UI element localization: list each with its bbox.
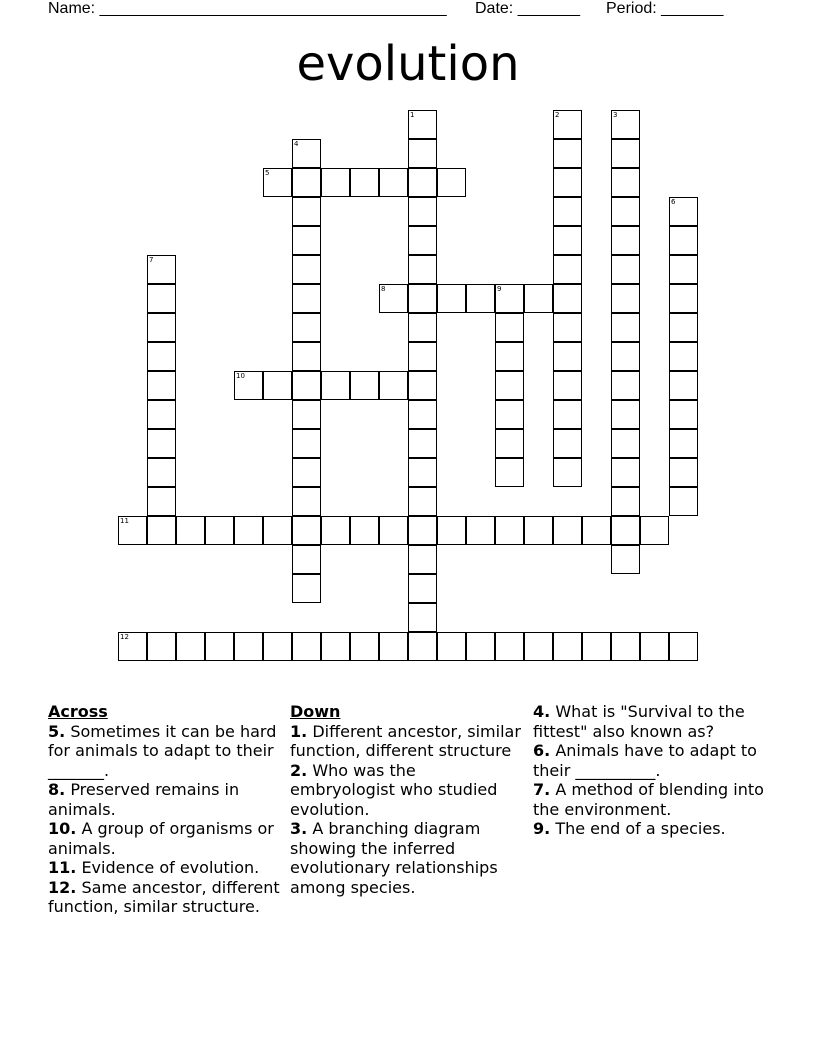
crossword-cell[interactable] <box>408 429 437 458</box>
crossword-cell[interactable] <box>321 371 350 400</box>
cell-clue-number: 3 <box>613 111 618 119</box>
crossword-cell[interactable] <box>379 632 408 661</box>
crossword-cell[interactable] <box>553 371 582 400</box>
clue-down-6: 6. Animals have to adapt to their __________. <box>533 741 757 780</box>
crossword-cell[interactable] <box>611 313 640 342</box>
crossword-cell[interactable] <box>379 168 408 197</box>
crossword-cell[interactable] <box>669 429 698 458</box>
crossword-cell[interactable] <box>176 632 205 661</box>
crossword-cell[interactable] <box>524 516 553 545</box>
crossword-cell[interactable] <box>466 632 495 661</box>
crossword-cell[interactable] <box>408 284 437 313</box>
crossword-cell[interactable] <box>553 284 582 313</box>
cell-clue-number: 2 <box>555 111 560 119</box>
clue-across-10: 10. A group of organisms or animals. <box>48 819 274 858</box>
crossword-cell[interactable] <box>495 632 524 661</box>
crossword-cell[interactable] <box>292 574 321 603</box>
across-clues-column <box>48 702 280 917</box>
crossword-cell[interactable] <box>292 255 321 284</box>
crossword-cell[interactable] <box>553 168 582 197</box>
crossword-cell[interactable] <box>263 516 292 545</box>
crossword-cell[interactable] <box>495 458 524 487</box>
crossword-cell[interactable] <box>669 313 698 342</box>
clue-down-2: 2. Who was the embryologist who studied evolution. <box>290 760 498 819</box>
crossword-cell[interactable] <box>611 371 640 400</box>
crossword-cell[interactable] <box>582 632 611 661</box>
crossword-cell[interactable] <box>553 226 582 255</box>
cell-clue-number: 10 <box>236 372 245 380</box>
crossword-cell[interactable] <box>408 487 437 516</box>
name-field-label: Name: _______________________________________ <box>48 0 447 17</box>
crossword-cell[interactable] <box>205 516 234 545</box>
crossword-cell[interactable] <box>234 516 263 545</box>
crossword-cell[interactable] <box>292 197 321 226</box>
crossword-cell[interactable] <box>611 226 640 255</box>
crossword-cell[interactable] <box>669 226 698 255</box>
crossword-cell[interactable] <box>147 255 176 284</box>
clue-down-9: 9. The end of a species. <box>533 819 726 838</box>
crossword-cell[interactable] <box>147 400 176 429</box>
crossword-cell[interactable] <box>466 516 495 545</box>
crossword-cell[interactable] <box>669 371 698 400</box>
crossword-cell[interactable] <box>350 371 379 400</box>
crossword-cell[interactable] <box>147 313 176 342</box>
cell-clue-number: 5 <box>265 169 270 177</box>
crossword-cell[interactable] <box>437 632 466 661</box>
crossword-cell[interactable] <box>669 197 698 226</box>
crossword-cell[interactable] <box>408 545 437 574</box>
crossword-cell[interactable] <box>553 632 582 661</box>
crossword-cell[interactable] <box>495 313 524 342</box>
crossword-cell[interactable] <box>553 400 582 429</box>
crossword-cell[interactable] <box>292 226 321 255</box>
crossword-cell[interactable] <box>611 284 640 313</box>
crossword-cell[interactable] <box>292 545 321 574</box>
crossword-cell[interactable] <box>292 458 321 487</box>
crossword-cell[interactable] <box>408 110 437 139</box>
crossword-cell[interactable] <box>495 400 524 429</box>
crossword-cell[interactable] <box>292 342 321 371</box>
crossword-cell[interactable] <box>408 603 437 632</box>
date-field-label: Date: _______ <box>475 0 580 17</box>
crossword-cell[interactable] <box>147 516 176 545</box>
crossword-cell[interactable] <box>292 284 321 313</box>
crossword-cell[interactable] <box>408 255 437 284</box>
clue-down-1: 1. Different ancestor, similar function, different structure <box>290 721 521 760</box>
crossword-cell[interactable] <box>408 516 437 545</box>
crossword-cell[interactable] <box>147 342 176 371</box>
crossword-cell[interactable] <box>292 313 321 342</box>
crossword-cell[interactable] <box>408 458 437 487</box>
crossword-cell[interactable] <box>234 371 263 400</box>
crossword-cell[interactable] <box>669 487 698 516</box>
crossword-cell[interactable] <box>147 458 176 487</box>
crossword-cell[interactable] <box>611 400 640 429</box>
crossword-cell[interactable] <box>292 400 321 429</box>
crossword-cell[interactable] <box>408 197 437 226</box>
crossword-cell[interactable] <box>553 516 582 545</box>
crossword-cell[interactable] <box>495 429 524 458</box>
clue-across-11: 11. Evidence of evolution. <box>48 858 260 877</box>
crossword-cell[interactable] <box>350 168 379 197</box>
clue-across-5: 5. Sometimes it can be hard for animals to adapt to their _______. <box>48 721 277 780</box>
crossword-cell[interactable] <box>553 313 582 342</box>
crossword-cell[interactable] <box>408 371 437 400</box>
down-clues-column <box>290 702 525 897</box>
clue-down-3: 3. A branching diagram showing the inferred evolutionary relationships among species. <box>290 819 498 897</box>
crossword-cell[interactable] <box>118 516 147 545</box>
crossword-cell[interactable] <box>321 632 350 661</box>
crossword-cell[interactable] <box>553 255 582 284</box>
crossword-cell[interactable] <box>205 632 234 661</box>
crossword-cell[interactable] <box>669 632 698 661</box>
crossword-cell[interactable] <box>611 632 640 661</box>
crossword-cell[interactable] <box>582 516 611 545</box>
clue-across-8: 8. Preserved remains in animals. <box>48 780 240 819</box>
clue-down-4: 4. What is "Survival to the fittest" also known as? <box>533 702 745 741</box>
crossword-cell[interactable] <box>611 516 640 545</box>
crossword-cell[interactable] <box>263 632 292 661</box>
crossword-cell[interactable] <box>292 168 321 197</box>
crossword-cell[interactable] <box>611 110 640 139</box>
crossword-cell[interactable] <box>408 226 437 255</box>
crossword-cell[interactable] <box>408 168 437 197</box>
crossword-cell[interactable] <box>408 574 437 603</box>
crossword-cell[interactable] <box>669 284 698 313</box>
cell-clue-number: 1 <box>410 111 415 119</box>
crossword-cell[interactable] <box>292 139 321 168</box>
crossword-cell[interactable] <box>553 197 582 226</box>
crossword-cell[interactable] <box>379 284 408 313</box>
cell-clue-number: 8 <box>381 285 386 293</box>
crossword-cell[interactable] <box>553 110 582 139</box>
crossword-cell[interactable] <box>350 516 379 545</box>
crossword-cell[interactable] <box>408 632 437 661</box>
crossword-cell[interactable] <box>669 342 698 371</box>
crossword-cell[interactable] <box>408 313 437 342</box>
period-field-label: Period: _______ <box>606 0 724 17</box>
crossword-cell[interactable] <box>524 284 553 313</box>
crossword-cell[interactable] <box>553 139 582 168</box>
crossword-cell[interactable] <box>640 632 669 661</box>
crossword-cell[interactable] <box>611 487 640 516</box>
cell-clue-number: 4 <box>294 140 299 148</box>
crossword-cell[interactable] <box>495 371 524 400</box>
crossword-cell[interactable] <box>611 458 640 487</box>
crossword-cell[interactable] <box>379 516 408 545</box>
crossword-cell[interactable] <box>292 371 321 400</box>
crossword-cell[interactable] <box>147 632 176 661</box>
crossword-cell[interactable] <box>495 516 524 545</box>
crossword-cell[interactable] <box>147 371 176 400</box>
crossword-cell[interactable] <box>408 342 437 371</box>
cell-clue-number: 11 <box>120 517 129 525</box>
crossword-cell[interactable] <box>437 168 466 197</box>
crossword-cell[interactable] <box>321 516 350 545</box>
crossword-cell[interactable] <box>147 487 176 516</box>
crossword-cell[interactable] <box>147 284 176 313</box>
crossword-cell[interactable] <box>263 371 292 400</box>
crossword-cell[interactable] <box>669 255 698 284</box>
crossword-cell[interactable] <box>147 429 176 458</box>
crossword-cell[interactable] <box>466 284 495 313</box>
down-clues-column-continued <box>533 702 773 839</box>
crossword-cell[interactable] <box>640 516 669 545</box>
crossword-cell[interactable] <box>553 458 582 487</box>
crossword-cell[interactable] <box>292 516 321 545</box>
crossword-cell[interactable] <box>553 342 582 371</box>
puzzle-title: evolution <box>296 36 520 92</box>
crossword-cell[interactable] <box>611 429 640 458</box>
crossword-cell[interactable] <box>495 284 524 313</box>
crossword-cell[interactable] <box>292 632 321 661</box>
crossword-cell[interactable] <box>495 342 524 371</box>
crossword-cell[interactable] <box>118 632 147 661</box>
crossword-cell[interactable] <box>611 168 640 197</box>
cell-clue-number: 9 <box>497 285 502 293</box>
across-heading: Across <box>48 702 108 721</box>
crossword-cell[interactable] <box>611 545 640 574</box>
crossword-cell[interactable] <box>379 371 408 400</box>
crossword-cell[interactable] <box>437 516 466 545</box>
crossword-cell[interactable] <box>234 632 263 661</box>
cell-clue-number: 7 <box>149 256 154 264</box>
crossword-cell[interactable] <box>408 139 437 168</box>
crossword-cell[interactable] <box>350 632 379 661</box>
cell-clue-number: 12 <box>120 633 129 641</box>
crossword-cell[interactable] <box>553 429 582 458</box>
crossword-cell[interactable] <box>263 168 292 197</box>
crossword-cell[interactable] <box>408 400 437 429</box>
crossword-cell[interactable] <box>292 487 321 516</box>
clue-across-12: 12. Same ancestor, different function, similar structure. <box>48 877 280 916</box>
crossword-cell[interactable] <box>611 139 640 168</box>
crossword-cell[interactable] <box>611 342 640 371</box>
crossword-cell[interactable] <box>292 429 321 458</box>
clue-down-7: 7. A method of blending into the environment. <box>533 780 764 819</box>
crossword-cell[interactable] <box>321 168 350 197</box>
crossword-cell[interactable] <box>176 516 205 545</box>
crossword-cell[interactable] <box>611 255 640 284</box>
crossword-cell[interactable] <box>669 458 698 487</box>
crossword-cell[interactable] <box>524 632 553 661</box>
cell-clue-number: 6 <box>671 198 676 206</box>
down-heading: Down <box>290 702 341 721</box>
crossword-cell[interactable] <box>669 400 698 429</box>
crossword-cell[interactable] <box>611 197 640 226</box>
crossword-cell[interactable] <box>437 284 466 313</box>
